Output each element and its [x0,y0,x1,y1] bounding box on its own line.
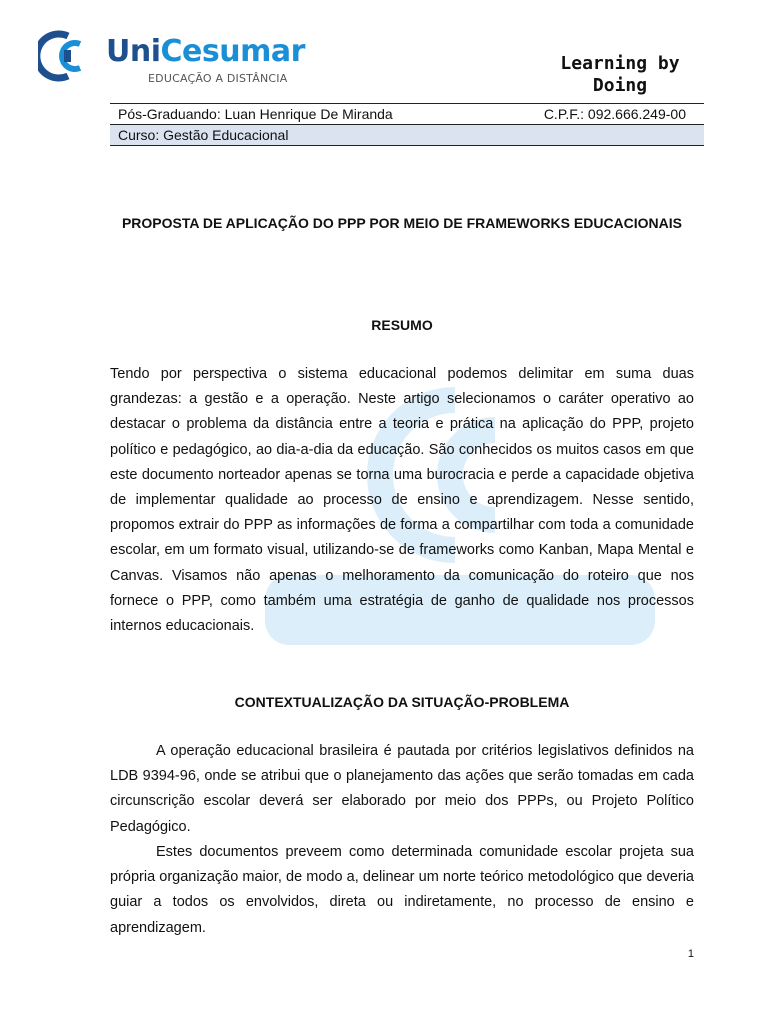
logo-text-uni: Uni [106,34,161,69]
student-name: Pós-Graduando: Luan Henrique De Miranda [118,106,393,122]
student-cpf: C.P.F.: 092.666.249-00 [543,106,686,122]
logo-subtitle: EDUCAÇÃO A DISTÂNCIA [148,72,288,85]
page-number: 1 [687,948,694,960]
student-row [110,103,704,125]
document-title: PROPOSTA DE APLICAÇÃO DO PPP POR MEIO DE FRAMEWORKS EDUCACIONAIS [121,215,683,231]
student-info-table [110,103,704,146]
contexto-paragraph-1: A operação educacional brasileira é pautada por critérios legislativos definidos na LDB 9394-96, onde se atribui que o planejamento das ações que serão tomadas em cada circunscrição escolar deverá ser elaborado por meio dos PPPs, ou Projeto Político Pedagógico. [110,743,694,835]
tagline: Learning by Doing [560,53,680,96]
contexto-paragraph-2: Estes documentos preveem como determinada comunidade escolar projeta sua própria organização maior, de modo a, delinear um norte teórico metodológico que deveria guiar a todos os envolvidos, direta ou indiretamente, no processo de ensino e aprendizagem. [110,844,694,936]
resumo-heading: RESUMO [371,317,433,333]
logo-wordmark [106,34,305,70]
course-name: Curso: Gestão Educacional [118,127,289,143]
course-row [110,125,704,146]
logo-text-cesumar: Cesumar [160,34,305,69]
unicesumar-logo-mark-icon [38,30,100,82]
unicesumar-logo [38,30,328,90]
resumo-paragraph: Tendo por perspectiva o sistema educacional podemos delimitar em suma duas grandezas: a gestão e a operação. Neste artigo selecionamos o caráter operativo ao destacar o problema da distância entre a teoria e prática na aplicação do PPP, projeto político e pedagógico, ao dia-a-dia da educação. São conhecidos os muitos casos em que este documento norteador apenas se torna uma burocracia e perde a capacidade objetiva de implementar qualidade ao processo de ensino e aprendizagem. Nesse sentido, propomos extrair do PPP as informações de forma a compartilhar com toda a comunidade escolar, em um formato visual, utilizando-se de frameworks como Kanban, Mapa Mental e Canvas. Visamos não apenas o melhoramento da comunicação do roteiro que nos fornece o PPP, como também uma estratégia de ganho de qualidade nos processos internos educacionais. [110,366,694,635]
contexto-heading: CONTEXTUALIZAÇÃO DA SITUAÇÃO-PROBLEMA [234,694,570,710]
